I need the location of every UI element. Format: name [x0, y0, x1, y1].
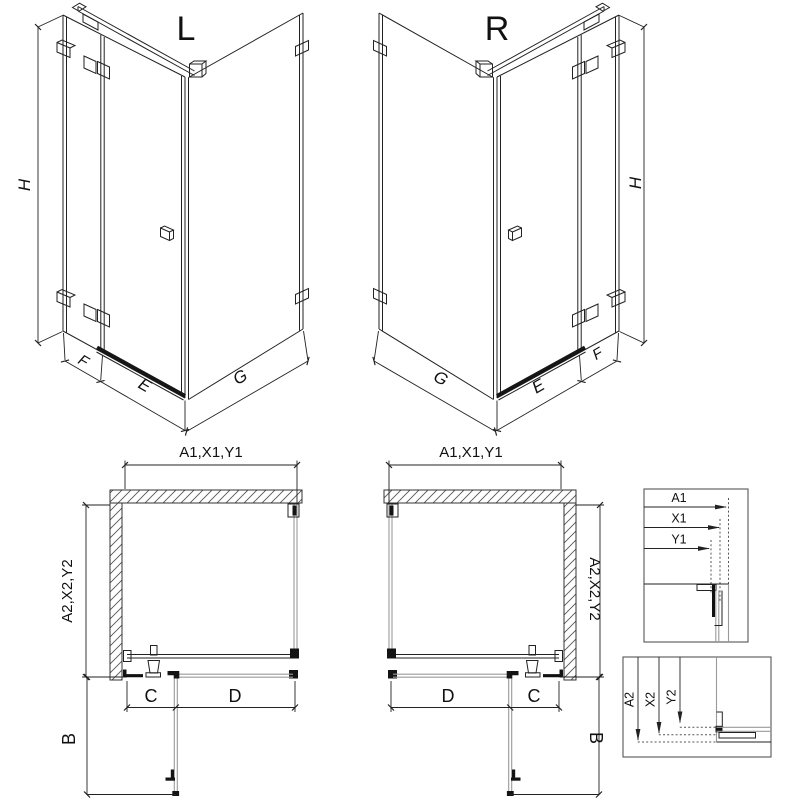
detail-label-y2: Y2: [664, 689, 679, 705]
dim-label-depth-left-plan: A2,X2,Y2: [59, 559, 76, 623]
detail-label-a2: A2: [622, 691, 637, 708]
wall-top-left-plan: [110, 490, 302, 503]
plan-view-left: [59, 444, 302, 796]
dim-label-swing-left-plan: B: [59, 732, 79, 746]
dim-label-height-right: H: [626, 176, 645, 190]
dim-label-width-right-plan: A1,X1,Y1: [439, 444, 503, 461]
wall-side-left-plan: [110, 503, 122, 680]
detail-box-width-frame: [644, 489, 748, 642]
dim-label-door-left: E: [135, 374, 155, 397]
wall-top-right-plan: [384, 490, 576, 503]
iso-view-right: [374, 3, 646, 431]
dim-label-entry-right-plan: C: [527, 686, 541, 706]
detail-box-depth: [623, 657, 772, 757]
variant-label-right: R: [484, 10, 510, 48]
wall-side-right-plan: [564, 503, 576, 680]
dim-label-door-right: E: [528, 375, 548, 398]
dim-label-entry-left-plan: C: [144, 686, 158, 706]
dim-label-fixed-left: F: [75, 351, 92, 371]
dim-label-door-left-plan: D: [228, 686, 242, 706]
iso-view-left: [15, 3, 309, 431]
dim-label-door-right-plan: D: [441, 686, 455, 706]
plan-view-right: [384, 444, 606, 796]
detail-label-a1: A1: [671, 491, 687, 505]
dim-label-fixed-right: F: [589, 344, 606, 364]
variant-label-left: L: [176, 10, 196, 48]
detail-label-x2: X2: [643, 691, 658, 708]
detail-label-x1: X1: [671, 511, 687, 526]
dim-label-depth-right-plan: A2,X2,Y2: [586, 557, 603, 621]
dim-label-side-left: G: [229, 365, 251, 389]
dim-label-side-right: G: [430, 366, 452, 390]
detail-label-y1: Y1: [671, 532, 687, 547]
dim-label-height-left: H: [15, 178, 34, 192]
dim-label-swing-right-plan: B: [586, 731, 606, 745]
detail-box-width: [644, 489, 748, 642]
dim-label-width-left-plan: A1,X1,Y1: [179, 444, 243, 461]
